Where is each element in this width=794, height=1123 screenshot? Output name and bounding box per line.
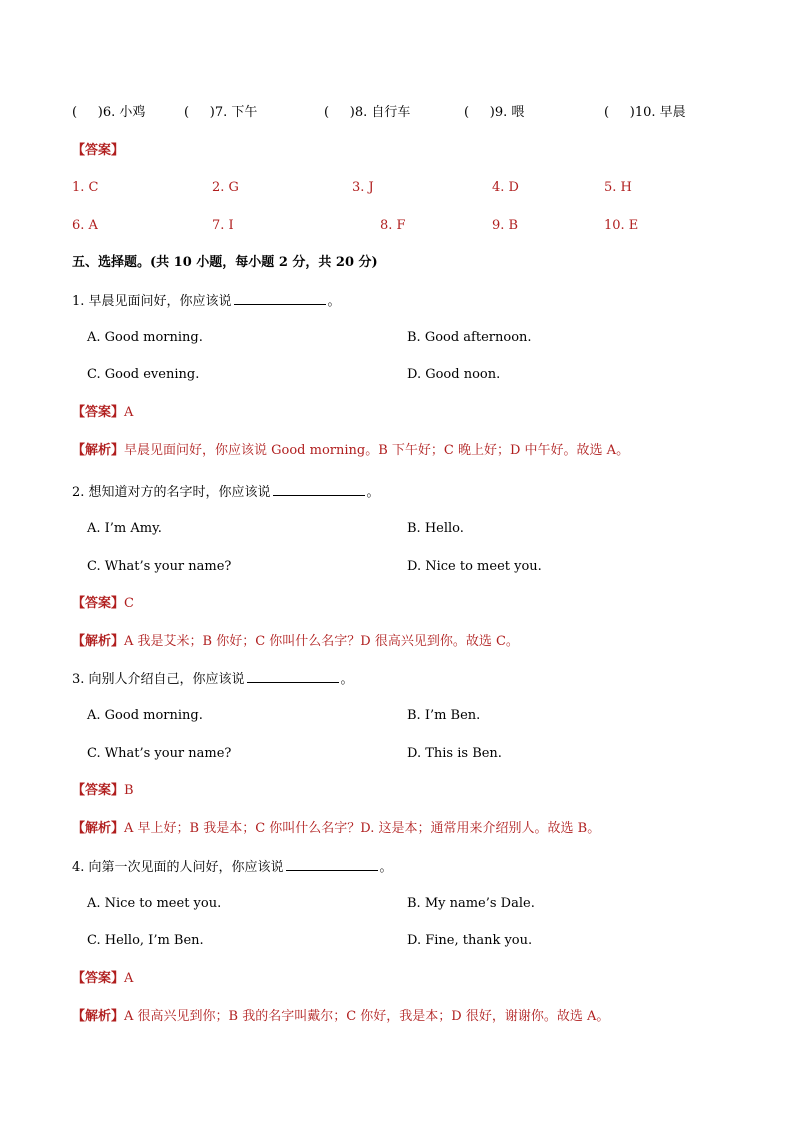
answer-line (72, 404, 133, 422)
option-b: B. My name’s Dale. (407, 896, 535, 911)
match-item-8 (324, 104, 410, 122)
answer-blank (273, 483, 365, 496)
answer-label: 【答案】 (72, 405, 125, 420)
analysis-label: 【解析】 (72, 634, 125, 649)
match-item-9 (464, 104, 524, 122)
option-d: D. Nice to meet you. (407, 559, 542, 574)
match-answer: 9. B (492, 218, 519, 233)
match-answer: 3. J (352, 180, 374, 195)
option-a: A. I’m Amy. (87, 521, 162, 536)
match-answer: 8. F (380, 218, 406, 233)
item-word: 小鸡 (119, 105, 146, 120)
question-stem (72, 292, 341, 311)
option-b: B. Good afternoon. (407, 330, 532, 345)
answer-blank (234, 292, 326, 305)
paren: ( (184, 105, 190, 120)
analysis-line (72, 442, 629, 460)
option-c: C. What’s your name? (87, 746, 232, 761)
stem-end: 。 (340, 672, 354, 687)
analysis-text: A 早上好；B 我是本；C 你叫什么名字？D. 这是本；通常用来介绍别人。故选 B。 (124, 821, 601, 836)
paren: ( (464, 105, 470, 120)
answer-value: A (124, 405, 134, 420)
option-a: A. Good morning. (87, 708, 203, 723)
item-word: 喂 (511, 105, 525, 120)
option-c: C. What’s your name? (87, 559, 232, 574)
match-answer: 7. I (212, 218, 234, 233)
answer-line (72, 970, 133, 988)
analysis-line (72, 633, 519, 651)
stem-text: 1. 早晨见面问好，你应该说 (72, 294, 232, 309)
match-answer: 1. C (72, 180, 99, 195)
answer-label: 【答案】 (72, 783, 125, 798)
question-stem (72, 483, 380, 502)
paren: ( (324, 105, 330, 120)
item-word: 自行车 (371, 105, 411, 120)
match-answer: 2. G (212, 180, 239, 195)
option-c: C. Hello, I’m Ben. (87, 933, 204, 948)
item-number: )9. (489, 105, 508, 120)
answer-blank (247, 670, 339, 683)
match-answer: 4. D (492, 180, 519, 195)
paren: ( (72, 105, 78, 120)
option-a: A. Nice to meet you. (87, 896, 222, 911)
stem-text: 3. 向别人介绍自己，你应该说 (72, 672, 245, 687)
match-answer: 10. E (604, 218, 639, 233)
match-item-10 (604, 104, 686, 122)
option-c: C. Good evening. (87, 367, 200, 382)
item-number: )8. (349, 105, 368, 120)
match-item-6 (72, 104, 145, 122)
answer-label: 【答案】 (72, 971, 125, 986)
match-item-7 (184, 104, 257, 122)
item-word: 下午 (231, 105, 258, 120)
item-word: 早晨 (659, 105, 686, 120)
analysis-label: 【解析】 (72, 1009, 125, 1024)
item-number: )7. (209, 105, 228, 120)
option-a: A. Good morning. (87, 330, 203, 345)
analysis-text: A 很高兴见到你；B 我的名字叫戴尔；C 你好，我是本；D 很好，谢谢你。故选 A。 (124, 1009, 610, 1024)
option-b: B. Hello. (407, 521, 464, 536)
answer-label: 【答案】 (72, 143, 125, 158)
analysis-line (72, 820, 600, 838)
answer-line (72, 595, 134, 613)
paren: ( (604, 105, 610, 120)
answer-blank (286, 858, 378, 871)
item-number: )10. (629, 105, 656, 120)
answer-line (72, 782, 134, 800)
answer-value: A (124, 971, 134, 986)
stem-text: 2. 想知道对方的名字时，你应该说 (72, 485, 271, 500)
stem-end: 。 (327, 294, 341, 309)
option-d: D. This is Ben. (407, 746, 502, 761)
item-number: )6. (97, 105, 116, 120)
analysis-label: 【解析】 (72, 821, 125, 836)
stem-end: 。 (379, 860, 393, 875)
option-d: D. Fine, thank you. (407, 933, 533, 948)
question-stem (72, 670, 354, 689)
analysis-line (72, 1008, 609, 1026)
answer-value: C (124, 596, 134, 611)
stem-text: 4. 向第一次见面的人问好，你应该说 (72, 860, 284, 875)
analysis-text: A 我是艾米；B 你好；C 你叫什么名字？D 很高兴见到你。故选 C。 (124, 634, 519, 649)
section-title: 五、选择题。(共 10 小题，每小题 2 分，共 20 分) (72, 255, 378, 270)
option-b: B. I’m Ben. (407, 708, 481, 723)
stem-end: 。 (366, 485, 380, 500)
option-d: D. Good noon. (407, 367, 501, 382)
analysis-label: 【解析】 (72, 443, 125, 458)
question-stem (72, 858, 393, 877)
answer-value: B (124, 783, 134, 798)
analysis-text: 早晨见面问好，你应该说 Good morning。B 下午好；C 晚上好；D 中午好。故选 A。 (124, 443, 630, 458)
match-answer: 5. H (604, 180, 632, 195)
match-answer: 6. A (72, 218, 98, 233)
answer-label: 【答案】 (72, 596, 125, 611)
